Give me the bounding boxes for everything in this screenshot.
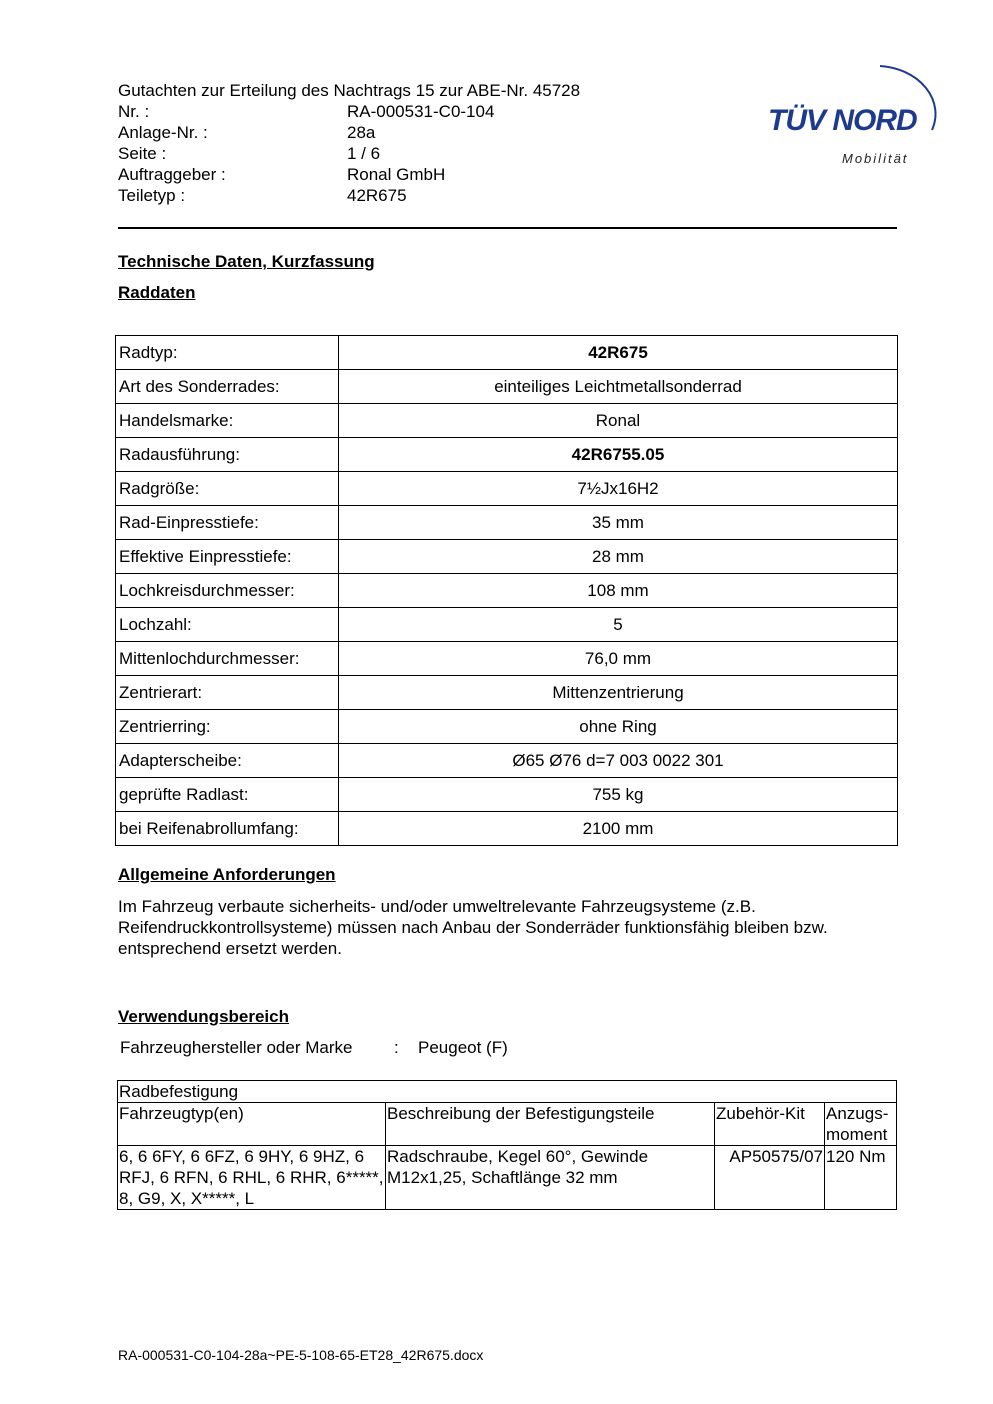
raddaten-label: Radgröße: bbox=[116, 472, 339, 506]
heading-verwendungsbereich: Verwendungsbereich bbox=[118, 1007, 289, 1026]
raddaten-label: Radausführung: bbox=[116, 438, 339, 472]
raddaten-value: Ronal bbox=[339, 404, 898, 438]
table-row bbox=[116, 540, 898, 574]
raddaten-label: Effektive Einpresstiefe: bbox=[116, 540, 339, 574]
table-row bbox=[116, 676, 898, 710]
header-field-anlage: Anlage-Nr. : 28a bbox=[118, 123, 376, 142]
raddaten-value: 755 kg bbox=[339, 778, 898, 812]
raddaten-label: geprüfte Radlast: bbox=[116, 778, 339, 812]
tuv-nord-logo bbox=[760, 58, 940, 173]
header-field-nr: Nr. : RA-000531-C0-104 bbox=[118, 102, 495, 121]
col-header-anzugsmoment: Anzugs- moment bbox=[825, 1103, 897, 1146]
cell-fahrzeugtyp: 6, 6 6FY, 6 6FZ, 6 9HY, 6 9HZ, 6 RFJ, 6 RFN, 6 RHL, 6 RHR, 6*****, 8, G9, X, X*****, L bbox=[119, 1147, 384, 1208]
manufacturer-separator: : bbox=[394, 1038, 399, 1057]
table-row bbox=[116, 438, 898, 472]
table-row bbox=[116, 710, 898, 744]
table-row bbox=[116, 778, 898, 812]
manufacturer-line bbox=[120, 1038, 508, 1058]
header-field-auftraggeber: Auftraggeber : Ronal GmbH bbox=[118, 165, 446, 184]
radbefestigung-title: Radbefestigung bbox=[118, 1081, 897, 1103]
cell-anzugsmoment: 120 Nm bbox=[825, 1146, 897, 1210]
raddaten-label: bei Reifenabrollumfang: bbox=[116, 812, 339, 846]
raddaten-label: Radtyp: bbox=[116, 336, 339, 370]
raddaten-label: Zentrierring: bbox=[116, 710, 339, 744]
raddaten-label: Adapterscheibe: bbox=[116, 744, 339, 778]
raddaten-label: Art des Sonderrades: bbox=[116, 370, 339, 404]
raddaten-label: Mittenlochdurchmesser: bbox=[116, 642, 339, 676]
heading-allgemeine-anforderungen: Allgemeine Anforderungen bbox=[118, 865, 336, 884]
heading-technical-data: Technische Daten, Kurzfassung bbox=[118, 252, 375, 271]
raddaten-value: 35 mm bbox=[339, 506, 898, 540]
allgemeine-anforderungen-text: Im Fahrzeug verbaute sicherheits- und/oder umweltrelevante Fahrzeugsysteme (z.B. Reifendruckkontrollsysteme) müssen nach Anbau der Sonderräder funktionsfähig bleiben bzw. entsprechend ersetzt werden. bbox=[118, 897, 828, 958]
table-row bbox=[116, 812, 898, 846]
table-row bbox=[116, 336, 898, 370]
logo-subtitle: Mobilität bbox=[842, 151, 909, 166]
raddaten-label: Handelsmarke: bbox=[116, 404, 339, 438]
document-title: Gutachten zur Erteilung des Nachtrags 15 zur ABE-Nr. 45728 bbox=[118, 81, 581, 100]
table-row bbox=[116, 472, 898, 506]
footer-filename: RA-000531-C0-104-28a~PE-5-108-65-ET28_42R675.docx bbox=[118, 1347, 484, 1363]
raddaten-value: ohne Ring bbox=[339, 710, 898, 744]
raddaten-value: 2100 mm bbox=[339, 812, 898, 846]
raddaten-value: 7½Jx16H2 bbox=[339, 472, 898, 506]
cell-zubehoer-kit: AP50575/07 bbox=[715, 1146, 825, 1210]
logo-brand: TÜV NORD bbox=[768, 104, 917, 137]
document-header bbox=[118, 80, 580, 206]
raddaten-label: Rad-Einpresstiefe: bbox=[116, 506, 339, 540]
raddaten-value: 5 bbox=[339, 608, 898, 642]
table-row bbox=[116, 642, 898, 676]
table-row bbox=[118, 1146, 897, 1210]
raddaten-label: Lochkreisdurchmesser: bbox=[116, 574, 339, 608]
table-row bbox=[116, 506, 898, 540]
col-header-zubehoer-kit: Zubehör-Kit bbox=[715, 1103, 825, 1146]
manufacturer-label: Fahrzeughersteller oder Marke bbox=[120, 1038, 353, 1057]
raddaten-table bbox=[115, 335, 898, 846]
manufacturer-value: Peugeot (F) bbox=[418, 1038, 508, 1057]
raddaten-value: einteiliges Leichtmetallsonderrad bbox=[339, 370, 898, 404]
header-field-seite: Seite : 1 / 6 bbox=[118, 144, 381, 163]
header-field-teiletyp: Teiletyp : 42R675 bbox=[118, 186, 407, 205]
table-row bbox=[116, 744, 898, 778]
raddaten-value: Ø65 Ø76 d=7 003 0022 301 bbox=[339, 744, 898, 778]
raddaten-value: 42R675 bbox=[339, 336, 898, 370]
col-header-beschreibung: Beschreibung der Befestigungsteile bbox=[386, 1103, 715, 1146]
header-divider bbox=[118, 227, 897, 229]
heading-raddaten: Raddaten bbox=[118, 283, 196, 302]
raddaten-label: Zentrierart: bbox=[116, 676, 339, 710]
raddaten-value: Mittenzentrierung bbox=[339, 676, 898, 710]
table-row bbox=[116, 404, 898, 438]
radbefestigung-table bbox=[117, 1080, 897, 1210]
cell-beschreibung: Radschraube, Kegel 60°, Gewinde M12x1,25, Schaftlänge 32 mm bbox=[386, 1146, 715, 1210]
table-row bbox=[116, 574, 898, 608]
raddaten-value: 76,0 mm bbox=[339, 642, 898, 676]
table-row bbox=[116, 608, 898, 642]
col-header-fahrzeugtyp: Fahrzeugtyp(en) bbox=[118, 1103, 386, 1146]
raddaten-value: 28 mm bbox=[339, 540, 898, 574]
table-row bbox=[116, 370, 898, 404]
raddaten-value: 42R6755.05 bbox=[339, 438, 898, 472]
raddaten-label: Lochzahl: bbox=[116, 608, 339, 642]
raddaten-value: 108 mm bbox=[339, 574, 898, 608]
